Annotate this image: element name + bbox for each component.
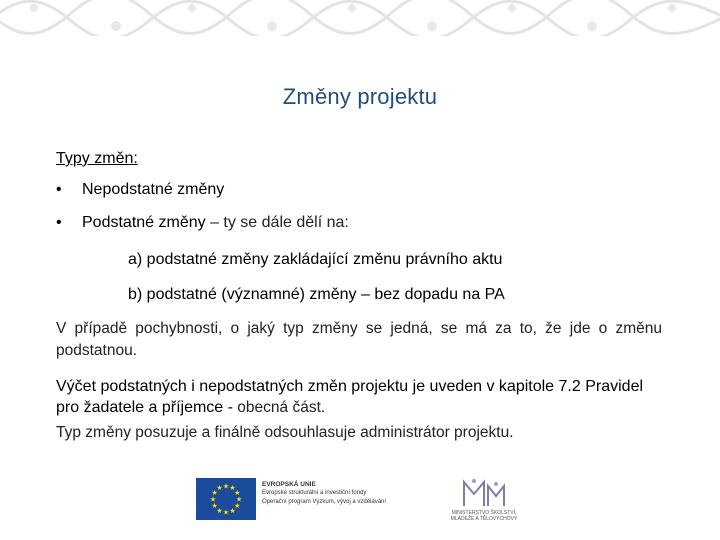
eu-star-icon: ★	[211, 503, 218, 510]
bullet-item-minor-changes	[56, 181, 224, 199]
eu-star-icon: ★	[216, 507, 223, 515]
msmt-caption: MINISTERSTVO ŠKOLSTVÍ, MLÁDEŽE A TĚLOVÝCHOVY	[450, 510, 518, 522]
bullet-label: Nepodstatné změny	[82, 181, 225, 198]
paragraph-tail-text: obecná část.	[232, 399, 326, 416]
footer-logos	[196, 476, 526, 524]
header-pattern-icon	[0, 0, 720, 36]
eu-star-icon: ★	[234, 503, 241, 510]
decorative-header-band	[0, 0, 720, 36]
eu-star-icon: ★	[209, 496, 217, 504]
paragraph-rules-reference	[56, 376, 662, 418]
page-title: Změny projektu	[282, 84, 438, 109]
bullet-item-major-changes	[56, 214, 349, 232]
paragraph-doubt-rule: V případě pochybnosti, o jaký typ změny se jedná, se má za to, že jde o změnu podstatnou.	[56, 320, 662, 359]
eu-flag-icon	[196, 478, 256, 520]
eu-star-icon: ★	[222, 483, 230, 491]
bullet-icon: •	[56, 214, 62, 231]
section-heading: Typy změn:	[56, 150, 138, 167]
msmt-emblem-icon	[442, 476, 526, 510]
bullet-icon: •	[56, 181, 62, 198]
eu-title: EVROPSKÁ UNIE	[262, 481, 316, 488]
msmt-logo	[442, 476, 526, 524]
eu-star-icon: ★	[229, 485, 236, 493]
eu-star-icon: ★	[235, 496, 243, 504]
bullet-label: Podstatné změny	[82, 214, 206, 231]
eu-logo-text	[262, 480, 432, 507]
paragraph-administrator: Typ změny posuzuje a finálně odsouhlasuje administrátor projektu.	[56, 424, 514, 441]
eu-star-icon: ★	[211, 490, 218, 497]
eu-star-icon: ★	[222, 509, 230, 517]
bullet-suffix: – ty se dále dělí na:	[205, 214, 349, 231]
eu-program-line: Operační program Výzkum, vývoj a vzdělávání	[262, 499, 387, 505]
eu-star-icon: ★	[216, 485, 223, 493]
eu-star-icon: ★	[234, 490, 241, 497]
eu-star-icon: ★	[229, 507, 236, 515]
paragraph-main-text: Výčet podstatných i nepodstatných změn projektu je uveden v kapitole 7.2 Pravidel pro žadatele a příjemce -	[56, 378, 644, 416]
subitem-b: b) podstatné (významné) změny – bez dopadu na PA	[128, 286, 505, 303]
eu-funds-line: Evropské strukturální a investiční fondy	[262, 490, 367, 496]
subitem-a: a) podstatné změny zakládající změnu právního aktu	[128, 251, 503, 268]
